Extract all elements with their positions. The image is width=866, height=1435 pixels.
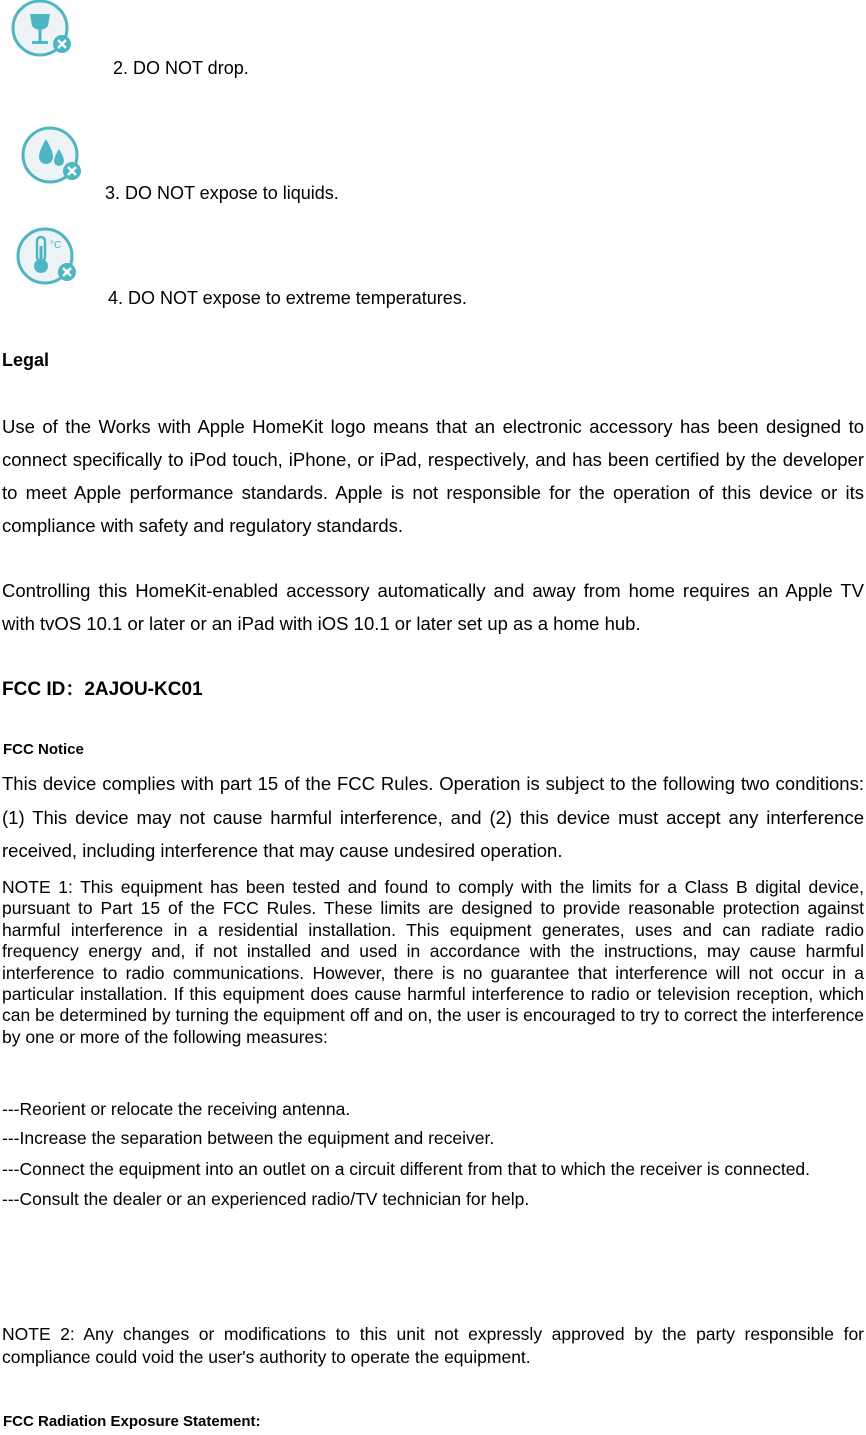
warning-liquids: 3. DO NOT expose to liquids.	[105, 183, 339, 203]
fcc-notice-title: FCC Notice	[3, 741, 84, 758]
fcc-radiation-title: FCC Radiation Exposure Statement:	[3, 1413, 261, 1430]
note-1: NOTE 1: This equipment has been tested and found to comply with the limits for a Class B digital device, pursuant to Part 15 of the FCC Rules. These limits are designed to provide reasonable protection against harmful interference in a residential installation. This equipment generates, uses and can radiate radio frequency energy and, if not installed and used in accordance with the instructions, may cause harmful interference to radio communications. However, there is no guarantee that interference will not occur in a particular installation. If this equipment does cause harmful interference to radio or television reception, which can be determined by turning the equipment off and on, the user is encouraged to try to correct the interference by one or more of the following measures:	[2, 877, 864, 1047]
svg-text:°C: °C	[50, 240, 62, 251]
no-liquid-icon	[20, 123, 84, 187]
measure-item: ---Reorient or relocate the receiving antenna.	[2, 1099, 351, 1119]
measure-item: ---Increase the separation between the equipment and receiver.	[2, 1128, 495, 1148]
measure-item: ---Consult the dealer or an experienced radio/TV technician for help.	[2, 1189, 530, 1209]
fcc-notice-text: This device complies with part 15 of the FCC Rules. Operation is subject to the following two conditions: (1) This device may not cause harmful interference, and (2) this device must accept any interference received, including interference that may cause undesired operation.	[2, 773, 864, 861]
no-glass-icon	[10, 0, 74, 60]
legal-title: Legal	[2, 350, 50, 370]
warning-temperatures: 4. DO NOT expose to extreme temperatures.	[108, 288, 467, 308]
legal-paragraph-1: Use of the Works with Apple HomeKit logo means that an electronic accessory has been designed to connect specifically to iPod touch, iPhone, or iPad, respectively, and has been certified by the developer to meet Apple performance standards. Apple is not responsible for the operation of this device or its compliance with safety and regulatory standards.	[2, 416, 864, 536]
warning-drop: 2. DO NOT drop.	[113, 58, 249, 78]
no-temperature-icon	[15, 224, 79, 288]
note-2: NOTE 2: Any changes or modifications to this unit not expressly approved by the party responsible for compliance could void the user's authority to operate the equipment.	[2, 1324, 864, 1367]
fcc-id: FCC ID：2AJOU-KC01	[2, 679, 203, 700]
measure-item: ---Connect the equipment into an outlet on a circuit different from that to which the receiver is connected.	[2, 1159, 811, 1179]
legal-paragraph-2: Controlling this HomeKit-enabled accessory automatically and away from home requires an Apple TV with tvOS 10.1 or later or an iPad with iOS 10.1 or later set up as a home hub.	[2, 580, 864, 634]
